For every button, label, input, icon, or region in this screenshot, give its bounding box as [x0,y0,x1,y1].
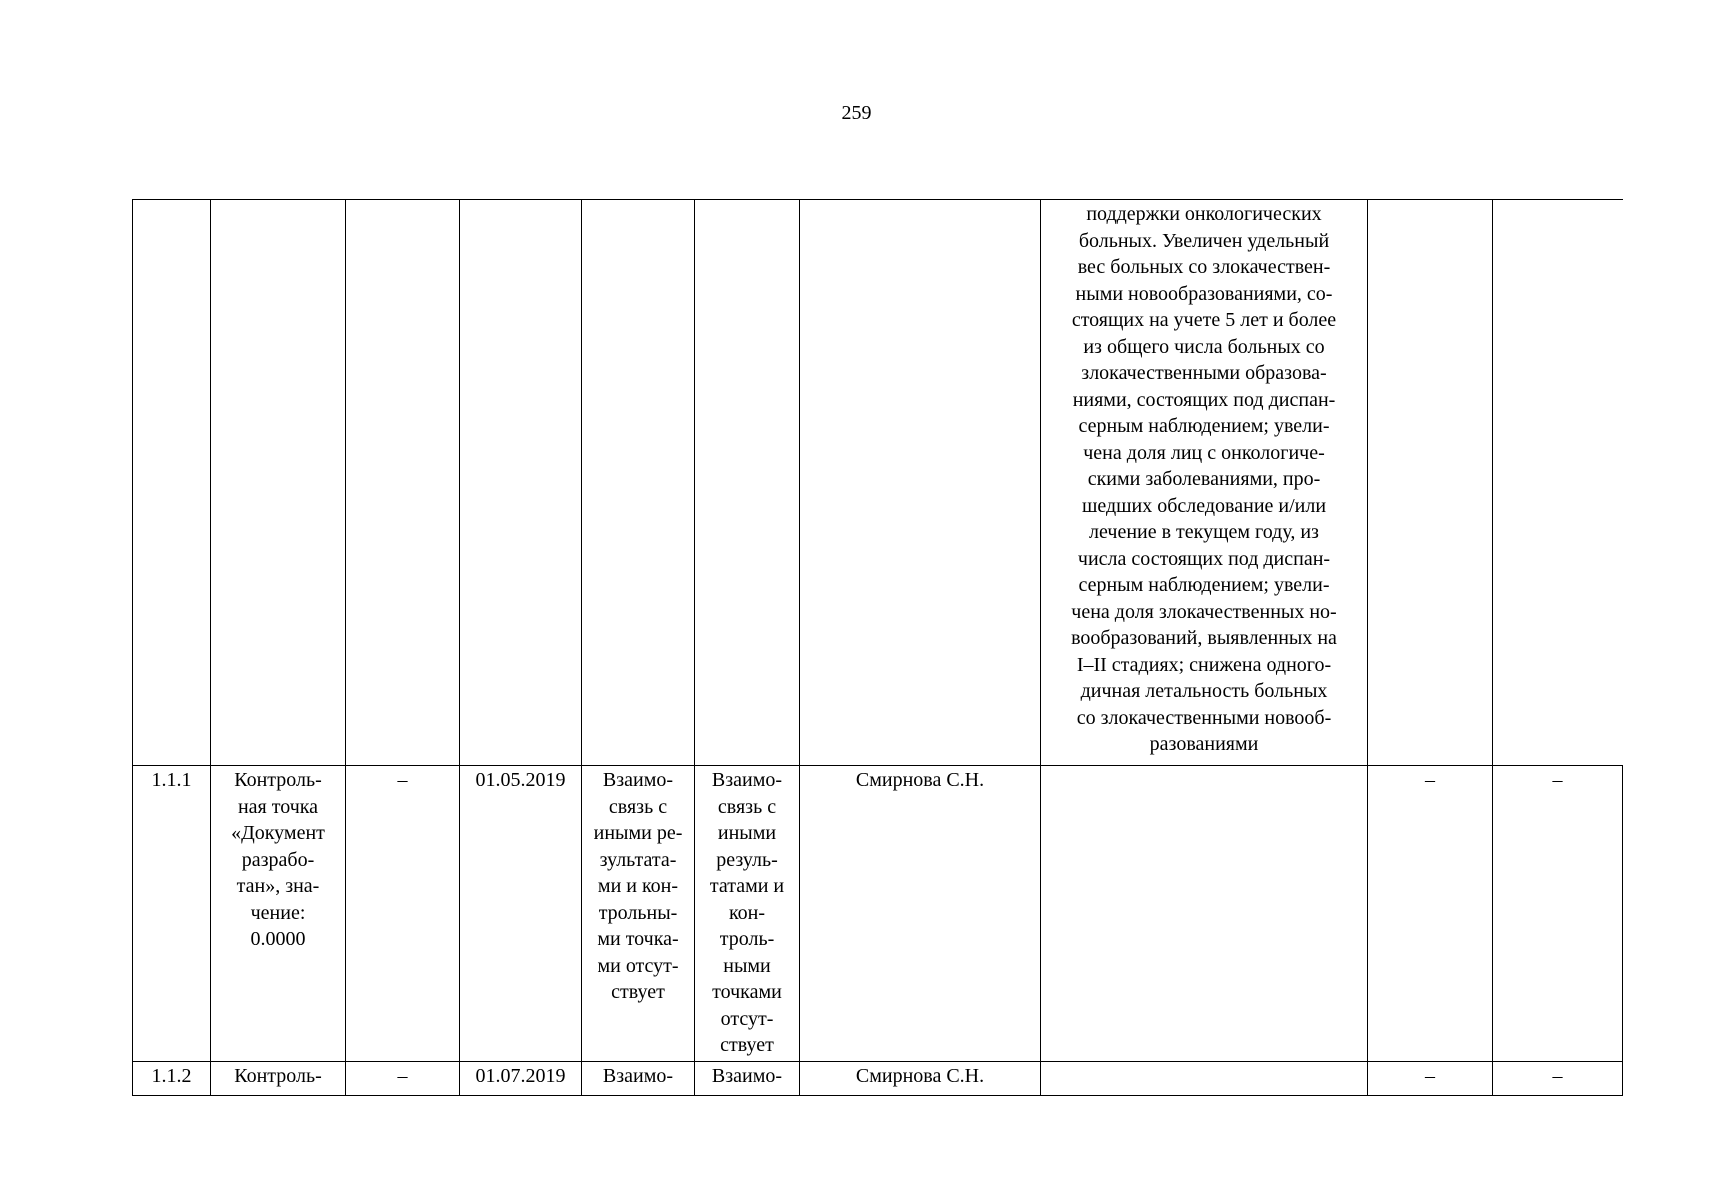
cell-col10 [1368,200,1493,766]
cell-name: Контроль- ная точка «Документ разрабо- тан», зна- чение: 0.0000 [211,766,346,1062]
cell-responsible: Смирнова С.Н. [800,1062,1041,1096]
cell-start [346,200,460,766]
table-row [133,1062,1623,1096]
cell-link-next [695,200,800,766]
cell-description [1041,1062,1368,1096]
cell-link-prev: Взаимо- [582,1062,695,1096]
cell-col11 [1493,200,1623,766]
cell-description [1041,766,1368,1062]
cell-responsible: Смирнова С.Н. [800,766,1041,1062]
cell-name [211,200,346,766]
cell-col10: – [1368,1062,1493,1096]
cell-number: 1.1.1 [133,766,211,1062]
cell-end: 01.07.2019 [460,1062,582,1096]
cell-end: 01.05.2019 [460,766,582,1062]
cell-responsible [800,200,1041,766]
cell-link-prev [582,200,695,766]
cell-number: 1.1.2 [133,1062,211,1096]
cell-link-prev: Взаимо- связь с иными ре- зультата- ми и кон- трольны- ми точка- ми отсут- ствует [582,766,695,1062]
cell-description: поддержки онкологических больных. Увеличен удельный вес больных со злокачествен- ными новообразованиями, со- стоящих на учете 5 лет и более из общего числа больных со злокачественными образова- ниями, состоящих под диспан- серным наблюдением; увели- чена доля лиц с онкологиче- скими заболеваниями, про- шедших обследование и/или лечение в текущем году, из числа состоящих под диспан- серным наблюдением; увели- чена доля злокачественных но- вообразований, выявленных на I–II стадиях; снижена одного- дичная летальность больных со злокачественными новооб- разованиями [1041,200,1368,766]
cell-col11: – [1493,1062,1623,1096]
table-row [133,766,1623,1062]
cell-end [460,200,582,766]
cell-number [133,200,211,766]
cell-col11: – [1493,766,1623,1062]
cell-link-next: Взаимо- [695,1062,800,1096]
page-number: 259 [841,102,872,124]
table-row-continued [133,200,1623,766]
cell-name: Контроль- [211,1062,346,1096]
cell-start: – [346,766,460,1062]
schedule-table [132,199,1623,1096]
cell-link-next: Взаимо- связь с иными резуль- татами и кон- троль- ными точками отсут- ствует [695,766,800,1062]
cell-col10: – [1368,766,1493,1062]
cell-start: – [346,1062,460,1096]
